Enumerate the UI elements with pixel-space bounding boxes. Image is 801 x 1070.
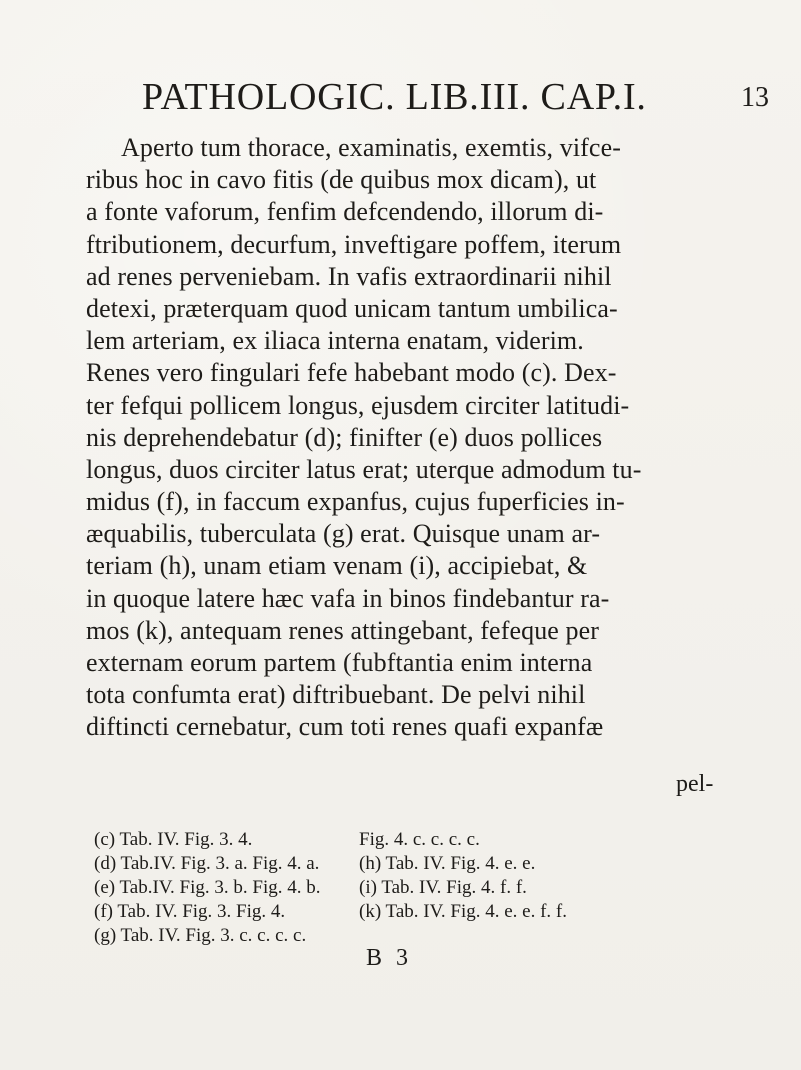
- text-line: externam eorum partem (fubftantia enim interna: [86, 648, 593, 677]
- text-line: ftributionem, decurfum, inveftigare poffem, iterum: [86, 229, 622, 259]
- text-line: diftincti cernebatur, cum toti renes quafi expanfæ: [86, 712, 604, 742]
- text-line: æquabilis, tuberculata (g) erat. Quisque unam ar-: [86, 519, 601, 549]
- text-line: midus (f), in faccum expanfus, cujus fuperficies in-: [86, 487, 625, 517]
- text-line: a fonte vaforum, fenfim defcendendo, illorum di-: [86, 197, 604, 227]
- text-line: Aperto tum thorace, examinatis, exemtis, vifce-: [121, 133, 621, 162]
- text-line: ribus hoc in cavo fitis (de quibus mox dicam), ut: [86, 165, 597, 195]
- signature-mark: B 3: [366, 945, 413, 971]
- text-line: nis deprehendebatur (d); finifter (e) duos pollices: [86, 422, 603, 452]
- text-line: longus, duos circiter latus erat; uterque admodum tu-: [86, 454, 642, 484]
- text-line: lem arteriam, ex iliaca interna enatam, viderim.: [86, 326, 584, 356]
- footnotes-left-column: [94, 828, 321, 948]
- footnote-item: (k) Tab. IV. Fig. 4. e. e. f. f.: [359, 901, 567, 922]
- footnote-item: (d) Tab.IV. Fig. 3. a. Fig. 4. a.: [94, 853, 320, 874]
- page-number: 13: [741, 82, 769, 113]
- footnote-item: Fig. 4. c. c. c. c.: [359, 829, 480, 850]
- page-header: [142, 78, 782, 128]
- text-line: detexi, præterquam quod unicam tantum umbilica-: [86, 293, 618, 323]
- footnote-item: (g) Tab. IV. Fig. 3. c. c. c. c.: [94, 925, 307, 946]
- footnote-item: (h) Tab. IV. Fig. 4. e. e.: [359, 853, 536, 874]
- footnote-item: (e) Tab.IV. Fig. 3. b. Fig. 4. b.: [94, 877, 321, 898]
- text-line: Renes vero fingulari fefe habebant modo (c). Dex-: [86, 358, 617, 388]
- main-text-block: [86, 132, 741, 744]
- running-head: PATHOLOGIC. LIB.III. CAP.I.: [142, 76, 647, 118]
- text-line: ter fefqui pollicem longus, ejusdem circiter latitudi-: [86, 390, 630, 420]
- catchword: pel-: [676, 771, 714, 797]
- text-line: teriam (h), unam etiam venam (i), accipiebat, &: [86, 551, 588, 581]
- text-line: mos (k), antequam renes attingebant, fefeque per: [86, 615, 600, 645]
- footnote-item: (i) Tab. IV. Fig. 4. f. f.: [359, 877, 527, 898]
- text-line: tota confumta erat) diftribuebant. De pelvi nihil: [86, 680, 586, 710]
- text-line: ad renes perveniebam. In vafis extraordinarii nihil: [86, 261, 612, 291]
- footnotes-right-column: [359, 828, 689, 924]
- footnote-item: (f) Tab. IV. Fig. 3. Fig. 4.: [94, 901, 286, 922]
- footnote-item: (c) Tab. IV. Fig. 3. 4.: [94, 829, 253, 850]
- text-line: in quoque latere hæc vafa in binos findebantur ra-: [86, 583, 610, 613]
